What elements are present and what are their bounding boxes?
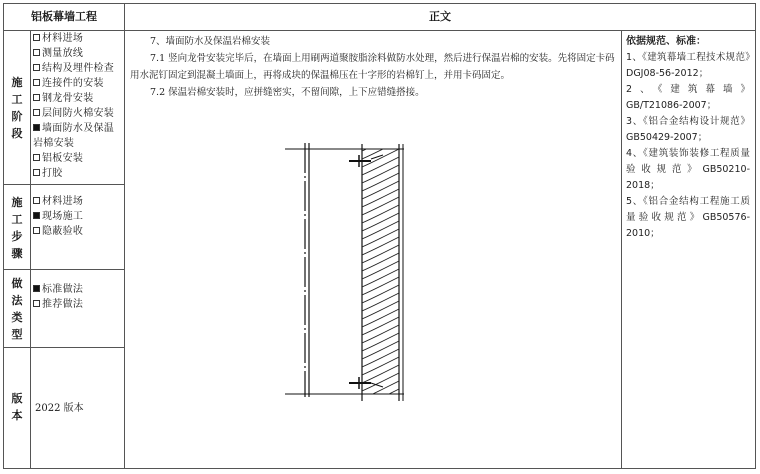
- method-label: 做 法 类 型: [11, 277, 23, 341]
- checklist-item-continuation: 岩棉安装: [33, 138, 75, 149]
- insulation-hatch-line: [362, 237, 399, 255]
- insulation-hatch-line: [362, 245, 399, 263]
- checklist-item[interactable]: 层间防火棉安装: [33, 106, 124, 121]
- insulation-hatch-line: [362, 285, 399, 303]
- reference-item: 3、《铝合金结构设计规范》GB50429-2007；: [626, 116, 750, 143]
- insulation-hatch-line: [362, 149, 399, 167]
- main-body: [130, 33, 618, 101]
- insulation-hatch-line: [362, 397, 399, 404]
- insulation-hatch-line: [362, 229, 399, 247]
- reference-item: 1、《建筑幕墙工程技术规范》DGJ08-56-2012；: [626, 52, 750, 79]
- checkbox-icon: [33, 49, 40, 56]
- checklist-item[interactable]: 推荐做法: [33, 297, 124, 312]
- insulation-hatch-line: [362, 389, 399, 404]
- checklist-item[interactable]: 材料进场: [33, 194, 124, 209]
- label-column-divider: [30, 30, 31, 468]
- row-divider-1: [4, 184, 125, 185]
- insulation-hatch-line: [362, 139, 399, 143]
- checkbox-icon: [33, 197, 40, 204]
- insulation-hatch-line: [362, 317, 399, 335]
- section-heading: 7、墙面防水及保温岩棉安装: [150, 36, 271, 47]
- checkbox-checked-icon: [33, 285, 40, 292]
- checkbox-checked-icon: [33, 212, 40, 219]
- checklist-item[interactable]: 钢龙骨安装: [33, 91, 124, 106]
- insulation-hatch-line: [362, 157, 399, 175]
- right-column-divider: [621, 30, 622, 468]
- paragraph-7-1: 7.1 竖向龙骨安装完毕后，在墙面上用刷两道聚胺脂涂料做防水处理，然后进行保温岩棉的安装。先将固定卡码用水泥钉固定到混凝土墙面上，再将成块的保温棉压在十字形的岩棉钉上，并用卡码固定。: [130, 53, 615, 81]
- checkbox-icon: [33, 34, 40, 41]
- insulation-hatch-line: [362, 213, 399, 231]
- reference-item: 5、《铝合金结构工程施工质量验收规范》GB50576-2010；: [626, 196, 750, 239]
- steps-label: 施 工 步 骤: [11, 196, 23, 260]
- checklist-item-checked[interactable]: 现场施工: [33, 209, 124, 224]
- checkbox-icon: [33, 94, 40, 101]
- steps-checklist: [33, 194, 124, 239]
- checklist-item[interactable]: 隐蔽验收: [33, 224, 124, 239]
- insulation-hatch-line: [362, 357, 399, 375]
- checkbox-icon: [33, 227, 40, 234]
- checklist-item-checked[interactable]: 墙面防水及保温: [33, 121, 124, 136]
- insulation-hatch-line: [362, 253, 399, 271]
- insulation-hatch-line: [362, 269, 399, 287]
- checklist-item[interactable]: 铝板安装: [33, 151, 124, 166]
- checklist-item[interactable]: 打胶: [33, 166, 124, 181]
- insulation-hatch-line: [362, 309, 399, 327]
- reference-item: 4、《建筑装饰装修工程质量验收规范》GB50210-2018；: [626, 148, 750, 191]
- checklist-item[interactable]: 材料进场: [33, 31, 124, 46]
- checkbox-icon: [33, 169, 40, 176]
- stage-checklist: [33, 31, 124, 181]
- checklist-item[interactable]: 连接件的安装: [33, 76, 124, 91]
- insulation-hatch-line: [362, 221, 399, 239]
- insulation-hatch-line: [362, 325, 399, 343]
- row-divider-2: [4, 269, 125, 270]
- checklist-item[interactable]: 结构及埋件检查: [33, 61, 124, 76]
- checkbox-icon: [33, 109, 40, 116]
- reference-standards: [626, 34, 750, 242]
- version-value: 2022 版本: [35, 403, 84, 414]
- reference-item: 2、《建筑幕墙》GB/T21086-2007；: [626, 84, 750, 111]
- checkbox-checked-icon: [33, 124, 40, 131]
- insulation-hatch-line: [362, 205, 399, 223]
- insulation-hatch-line: [362, 165, 399, 183]
- insulation-hatch-line: [362, 293, 399, 311]
- insulation-hatch-line: [362, 365, 399, 383]
- method-checklist: [33, 282, 124, 312]
- left-column-divider: [124, 4, 125, 468]
- row-divider-3: [4, 347, 125, 348]
- checkbox-icon: [33, 64, 40, 71]
- insulation-hatch-line: [362, 261, 399, 279]
- stage-label: 施 工 阶 段: [11, 76, 23, 140]
- paragraph-7-2: 7.2 保温岩棉安装时，应拼缝密实，不留间隙，上下应错缝搭接。: [150, 87, 425, 98]
- header-left-title: 铝板幕墙工程: [31, 10, 97, 23]
- checkbox-icon: [33, 300, 40, 307]
- insulation-hatch-line: [362, 333, 399, 351]
- header-center-title: 正文: [429, 10, 451, 23]
- checklist-item-checked[interactable]: 标准做法: [33, 282, 124, 297]
- insulation-hatch-line: [362, 301, 399, 319]
- insulation-hatch-line: [362, 181, 399, 199]
- spec-sheet-table: [3, 3, 756, 469]
- insulation-hatch-line: [362, 277, 399, 295]
- version-label: 版 本: [11, 392, 23, 422]
- insulation-hatch-line: [362, 341, 399, 359]
- insulation-hatch-line: [362, 349, 399, 367]
- insulation-section-drawing: [279, 139, 439, 404]
- checkbox-icon: [33, 79, 40, 86]
- insulation-hatch-line: [362, 197, 399, 215]
- checkbox-icon: [33, 154, 40, 161]
- insulation-hatch-line: [362, 173, 399, 191]
- checklist-item[interactable]: 测量放线: [33, 46, 124, 61]
- reference-title: 依据规范、标准：: [626, 36, 706, 47]
- insulation-hatch-line: [362, 189, 399, 207]
